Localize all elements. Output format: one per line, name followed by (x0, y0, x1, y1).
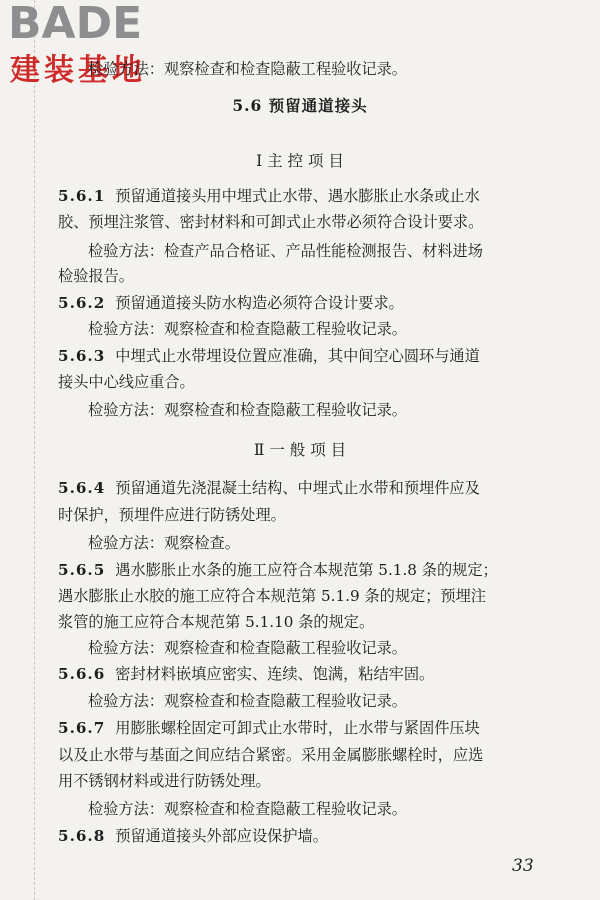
subsection-heading: Ⅱ 一 般 项 目 (253, 441, 347, 459)
text-line: 遇水膨胀止水胶的施工应符合本规范第 5.1.9 条的规定；预埋注 (58, 587, 486, 605)
text-line: 用不锈钢材料或进行防锈处理。 (58, 772, 271, 790)
clause-number: 5.6.5 (58, 561, 106, 579)
text-line: 时保护，预埋件应进行防锈处理。 (58, 506, 286, 524)
text-line: 以及止水带与基面之间应结合紧密。采用金属膨胀螺栓时，应选 (58, 746, 484, 764)
clause-line (58, 826, 328, 846)
clause-number: 5.6.4 (58, 479, 106, 497)
clause-line (58, 664, 434, 684)
page-number: 33 (512, 856, 534, 876)
logo-cjk-text: 建装基地 (10, 53, 146, 88)
clause-number: 5.6.8 (58, 827, 106, 845)
text-line: 检验方法：观察检查和检查隐蔽工程验收记录。 (88, 639, 407, 657)
clause-line (58, 560, 498, 580)
text-line: 检验方法：观察检查和检查隐蔽工程验收记录。 (88, 320, 407, 338)
text-line: 检验方法：观察检查和检查隐蔽工程验收记录。 (88, 800, 407, 818)
subsection-heading: Ⅰ 主 控 项 目 (256, 152, 344, 170)
clause-number: 5.6.6 (58, 665, 106, 683)
text-line: 检验方法：观察检查和检查隐蔽工程验收记录。 (88, 60, 407, 78)
clause-text: 中埋式止水带埋设位置应准确，其中间空心圆环与通道 (115, 347, 480, 365)
logo-latin-text: BADE (8, 0, 143, 49)
clause-number: 5.6.2 (58, 294, 106, 312)
bade-watermark-logo (8, 2, 183, 94)
text-line: 浆管的施工应符合本规范第 5.1.10 条的规定。 (58, 613, 375, 631)
clause-text: 预留通道先浇混凝土结构、中埋式止水带和预埋件应及 (115, 479, 480, 497)
clause-text: 遇水膨胀止水条的施工应符合本规范第 5.1.8 条的规定； (115, 561, 498, 579)
text-line: 检验方法：检查产品合格证、产品性能检测报告、材料进场 (88, 242, 483, 260)
clause-line (58, 478, 480, 498)
text-line: 接头中心线应重合。 (58, 373, 195, 391)
text-line: 检验报告。 (58, 267, 134, 285)
text-line: 胶、预埋注浆管、密封材料和可卸式止水带必须符合设计要求。 (58, 213, 484, 231)
clause-line (58, 346, 480, 366)
clause-text: 预留通道接头外部应设保护墙。 (115, 827, 328, 845)
clause-text: 密封材料嵌填应密实、连续、饱满，粘结牢固。 (115, 665, 435, 683)
clause-line (58, 293, 404, 313)
clause-line (58, 718, 480, 738)
clause-text: 用膨胀螺栓固定可卸式止水带时，止水带与紧固件压块 (115, 719, 480, 737)
clause-text: 预留通道接头防水构造必须符合设计要求。 (115, 294, 404, 312)
clause-number: 5.6.1 (58, 187, 106, 205)
clause-number: 5.6.3 (58, 347, 106, 365)
clause-line (58, 186, 480, 206)
text-line: 检验方法：观察检查。 (88, 534, 240, 552)
clause-number: 5.6.7 (58, 719, 106, 737)
section-heading: 5.6 预留通道接头 (232, 96, 368, 115)
clause-text: 预留通道接头用中埋式止水带、遇水膨胀止水条或止水 (115, 187, 480, 205)
text-line: 检验方法：观察检查和检查隐蔽工程验收记录。 (88, 692, 407, 710)
text-line: 检验方法：观察检查和检查隐蔽工程验收记录。 (88, 401, 407, 419)
